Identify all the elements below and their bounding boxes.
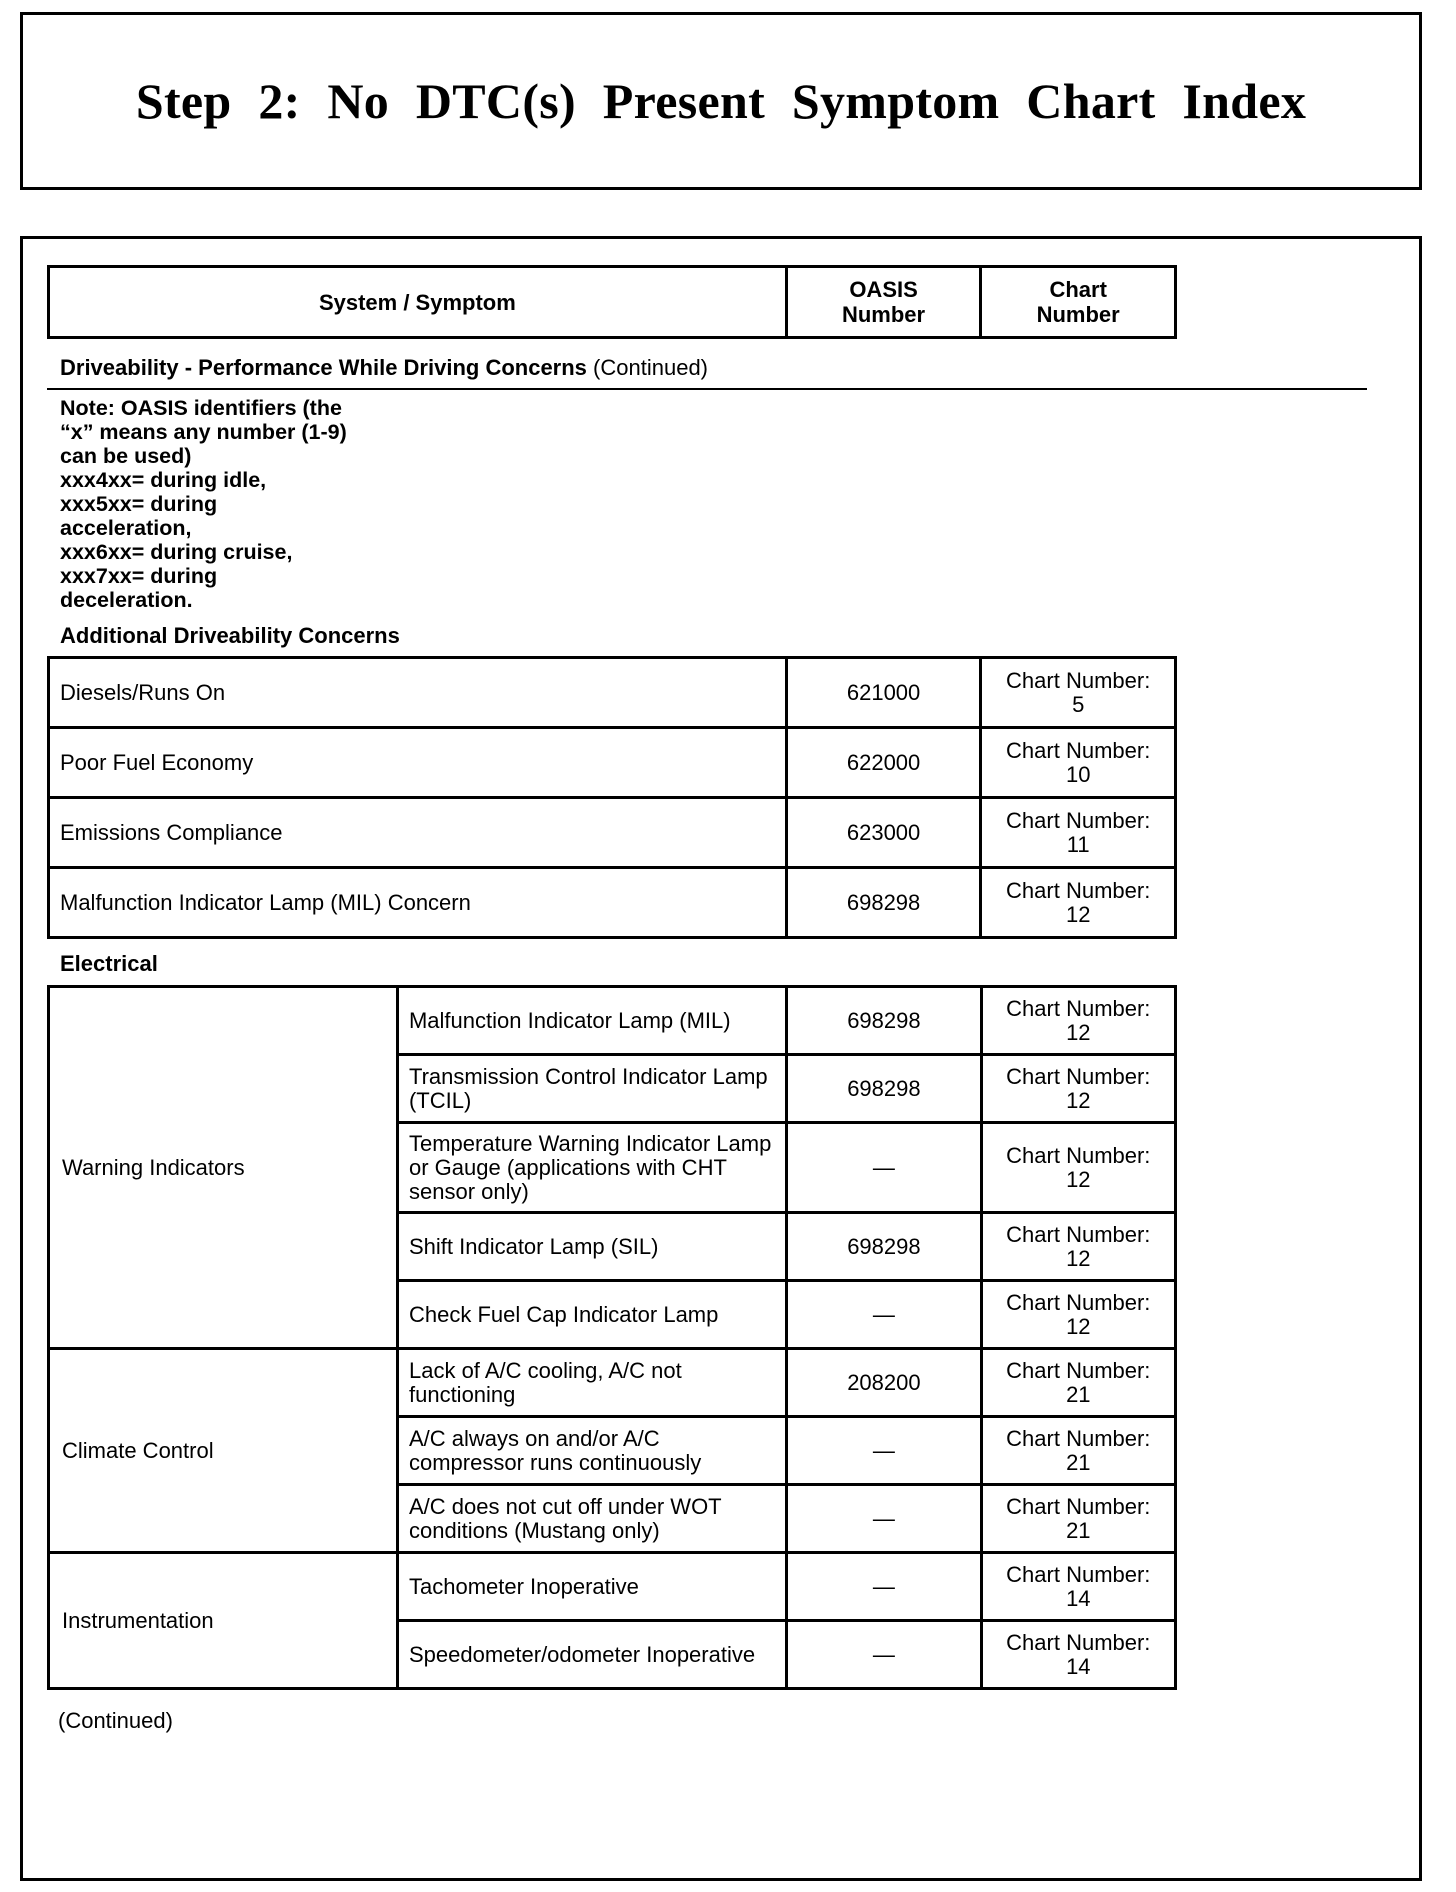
oasis-number-cell: —	[787, 1553, 981, 1621]
chart-number-label: Chart Number:	[1006, 1629, 1151, 1655]
chart-number-value: 14	[1066, 1653, 1091, 1679]
chart-number-value: 21	[1066, 1449, 1091, 1475]
continued-note: (Continued)	[58, 1708, 173, 1733]
chart-number-label: Chart Number:	[1006, 877, 1151, 903]
symptom-cell: Transmission Control Indicator Lamp (TCIL)	[397, 1055, 786, 1123]
col-header-oasis	[786, 267, 981, 338]
oasis-number-cell: —	[787, 1281, 981, 1349]
chart-number-value: 12	[1066, 1166, 1091, 1192]
symptom-cell: Malfunction Indicator Lamp (MIL) Concern	[49, 868, 787, 938]
oasis-number-cell: 621000	[786, 658, 981, 728]
symptom-cell: Speedometer/odometer Inoperative	[397, 1621, 786, 1689]
symptom-cell: Temperature Warning Indicator Lamp or Gauge (applications with CHT sensor only)	[397, 1123, 786, 1213]
symptom-cell: Emissions Compliance	[49, 798, 787, 868]
row-chart	[981, 728, 1176, 798]
chart-number-label: Chart Number:	[1006, 807, 1151, 833]
symptom-cell: Lack of A/C cooling, A/C not functioning	[397, 1349, 786, 1417]
electrical-table	[47, 985, 1177, 1690]
chart-number-value: 21	[1066, 1517, 1091, 1543]
table-row	[49, 868, 1176, 938]
additional-concerns-table	[47, 656, 1177, 939]
col-header-chart-line1: Chart	[1049, 277, 1107, 302]
col-header-oasis-line1: OASIS	[849, 277, 918, 302]
row-chart	[981, 1281, 1175, 1349]
oasis-number-cell: 698298	[787, 1213, 981, 1281]
chart-number-label: Chart Number:	[1006, 995, 1151, 1021]
oasis-number-cell: 622000	[786, 728, 981, 798]
chart-number-value: 12	[1066, 1019, 1091, 1045]
page-title: Step 2: No DTC(s) Present Symptom Chart Index	[135, 73, 1307, 129]
chart-number-label: Chart Number:	[1006, 1493, 1151, 1519]
chart-number-label: Chart Number:	[1006, 1357, 1151, 1383]
oasis-number-cell: —	[787, 1621, 981, 1689]
section-driveability-label: Driveability - Performance While Driving Concerns	[60, 355, 587, 380]
row-chart	[981, 1123, 1175, 1213]
chart-number-label: Chart Number:	[1006, 1063, 1151, 1089]
chart-number-value: 12	[1066, 1087, 1091, 1113]
section-additional: Additional Driveability Concerns	[60, 623, 400, 648]
column-header	[47, 265, 1177, 339]
chart-number-label: Chart Number:	[1006, 1221, 1151, 1247]
symptom-cell: Tachometer Inoperative	[397, 1553, 786, 1621]
table-row	[49, 658, 1176, 728]
oasis-number-cell: —	[787, 1417, 981, 1485]
symptom-cell: Diesels/Runs On	[49, 658, 787, 728]
oasis-note: Note: OASIS identifiers (the “x” means any number (1-9) can be used) xxx4xx= during idle, xxx5xx= during acceleration, xxx6xx= during cruise, xxx7xx= during deceleration.	[60, 396, 347, 612]
system-group-climate: Climate Control	[49, 1349, 398, 1553]
title-box	[20, 12, 1422, 190]
symptom-cell: Shift Indicator Lamp (SIL)	[397, 1213, 786, 1281]
system-group-warning: Warning Indicators	[49, 987, 398, 1349]
oasis-number-cell: 698298	[786, 868, 981, 938]
chart-number-label: Chart Number:	[1006, 667, 1151, 693]
chart-number-value: 12	[1066, 1313, 1091, 1339]
row-chart	[981, 1417, 1175, 1485]
chart-number-value: 12	[1065, 901, 1091, 927]
row-chart	[981, 987, 1175, 1055]
chart-number-label: Chart Number:	[1006, 1289, 1151, 1315]
symptom-cell: A/C always on and/or A/C compressor runs continuously	[397, 1417, 786, 1485]
section-driveability-suffix: (Continued)	[593, 355, 708, 380]
chart-number-value: 11	[1066, 831, 1090, 857]
row-chart	[981, 798, 1176, 868]
section-driveability	[60, 355, 708, 381]
table-row	[49, 728, 1176, 798]
row-chart	[981, 1553, 1175, 1621]
symptom-cell: Poor Fuel Economy	[49, 728, 787, 798]
chart-number-value: 10	[1065, 761, 1091, 787]
row-chart	[981, 868, 1176, 938]
chart-number-label: Chart Number:	[1006, 1142, 1151, 1168]
row-chart	[981, 1485, 1175, 1553]
chart-number-label: Chart Number:	[1006, 737, 1151, 763]
col-header-system: System / Symptom	[49, 267, 787, 338]
col-header-oasis-line2: Number	[841, 302, 926, 327]
chart-number-value: 14	[1066, 1585, 1091, 1611]
oasis-number-cell: 698298	[787, 987, 981, 1055]
symptom-cell: A/C does not cut off under WOT conditions (Mustang only)	[397, 1485, 786, 1553]
oasis-number-cell: 623000	[786, 798, 981, 868]
chart-number-label: Chart Number:	[1006, 1561, 1151, 1587]
chart-number-value: 12	[1066, 1245, 1091, 1271]
table-row	[49, 1349, 1176, 1417]
oasis-number-cell: 208200	[787, 1349, 981, 1417]
system-group-instrumentation: Instrumentation	[49, 1553, 398, 1689]
chart-number-value: 5	[1072, 691, 1085, 717]
table-row	[49, 987, 1176, 1055]
symptom-cell: Check Fuel Cap Indicator Lamp	[397, 1281, 786, 1349]
chart-number-label: Chart Number:	[1006, 1425, 1151, 1451]
row-chart	[981, 1213, 1175, 1281]
oasis-number-cell: —	[787, 1485, 981, 1553]
table-row	[49, 1553, 1176, 1621]
col-header-chart	[981, 267, 1176, 338]
oasis-number-cell: 698298	[787, 1055, 981, 1123]
col-header-chart-line2: Number	[1036, 302, 1120, 327]
table-row	[49, 798, 1176, 868]
row-chart	[981, 1621, 1175, 1689]
chart-number-value: 21	[1066, 1381, 1091, 1407]
section-electrical: Electrical	[60, 951, 158, 976]
row-chart	[981, 1055, 1175, 1123]
row-chart	[981, 1349, 1175, 1417]
symptom-cell: Malfunction Indicator Lamp (MIL)	[397, 987, 786, 1055]
section-divider	[47, 388, 1367, 390]
row-chart	[981, 658, 1176, 728]
oasis-number-cell: —	[787, 1123, 981, 1213]
